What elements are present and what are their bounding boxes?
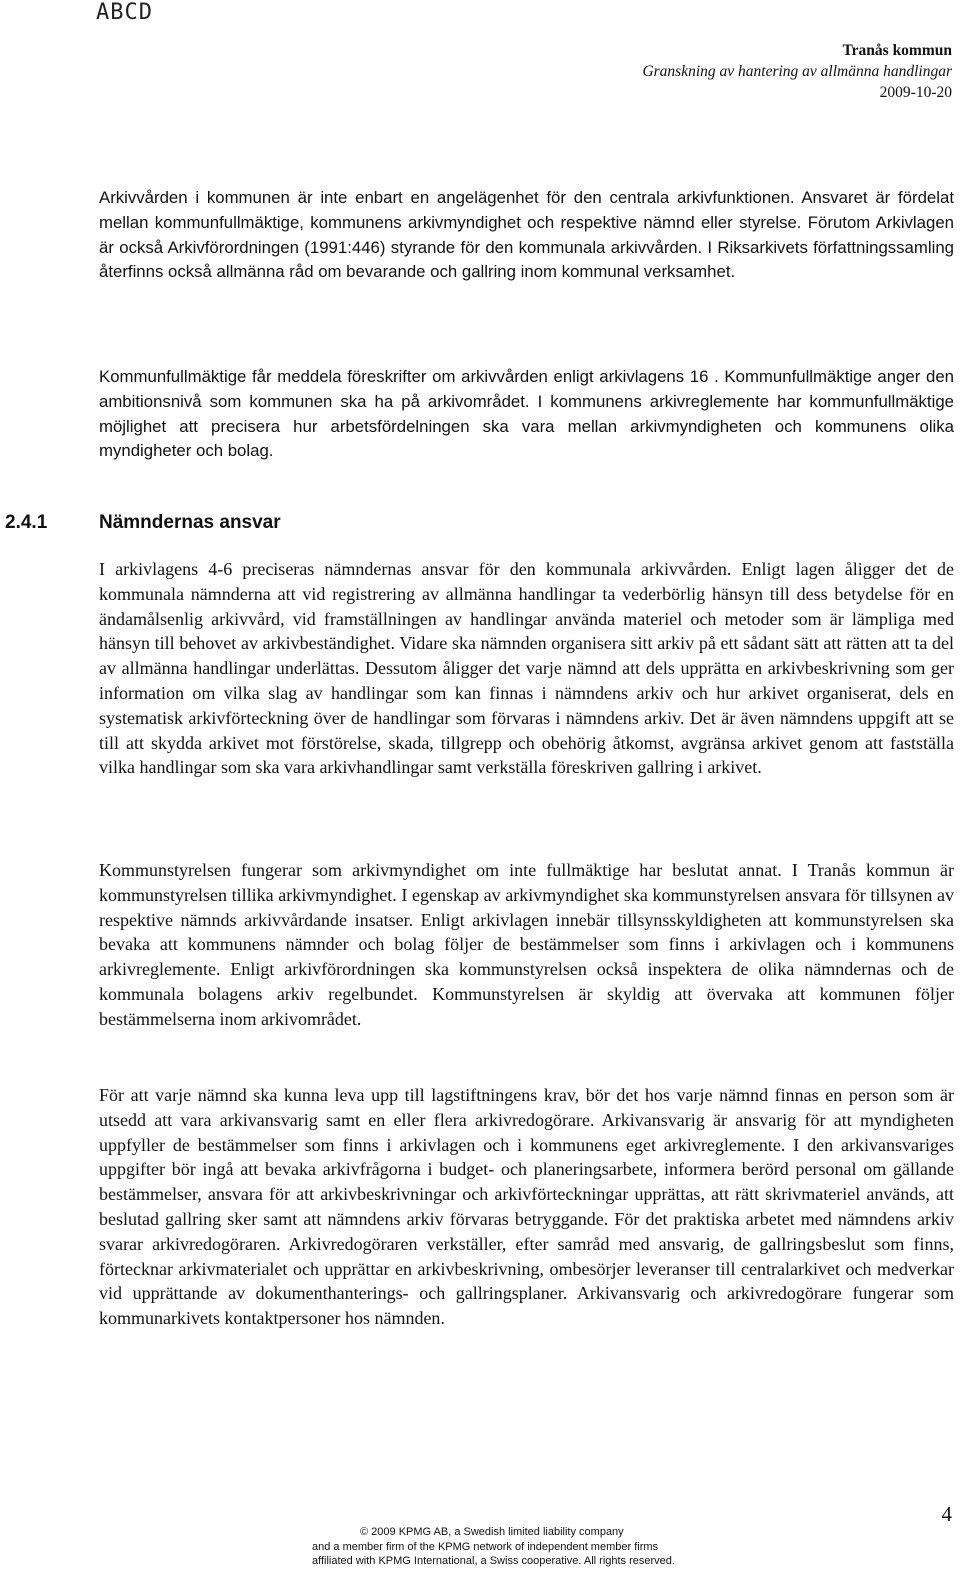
- footer-copyright-line: © 2009 KPMG AB, a Swedish limited liability company: [360, 1526, 624, 1538]
- header-organization: Tranås kommun: [842, 42, 952, 59]
- footer-line-3: affiliated with KPMG International, a Swiss cooperative. All rights reserved.: [312, 1555, 675, 1567]
- section-paragraph-3: För att varje nämnd ska kunna leva upp till lagstiftningens krav, bör det hos varje nämnd finnas en person som är utsedd att vara arkivansvarig samt en eller flera arkivredogörare. Arkivansvarig är ansvarig för att myndigheten uppfyller de bestämmelser som finns i arkivlagen och i kommunens eget arkivreglemente. I den arkivansvariges uppgifter bör ingå att bevaka arkivfrågorna i budget- och planeringsarbete, informera berörd personal om gällande bestämmelser, ansvara för att arkivbeskrivningar och arkivförteckningar upprättas, att rätt skrivmateriel används, att beslutad gallring sker samt att nämndens arkiv förvaras betryggande. För det praktiska arbetet med nämndens arkiv svarar arkivredogöraren. Arkivredogöraren verkställer, efter samråd med ansvarig, de gallringsbeslut som finns, förtecknar arkivmaterialet och upprättar en arkivbeskrivning, ombesörjer leveranser till centralarkivet och medverkar vid upprättande av dokumenthanterings- och gallringsplaner. Arkivansvarig och arkivredogörare fungerar som kommunarkivets kontaktpersoner hos nämnden.: [99, 1085, 954, 1329]
- section-paragraph-1: I arkivlagens 4-6 preciseras nämndernas ansvar för den kommunala arkivvården. Enligt lagen åligger det de kommunala nämnderna att vid registrering av allmänna handlingar ta vederbörlig hänsyn till dess betydelse för en ändamålsenlig arkivvård, vid framställningen av handlingar använda materiel och metoder som är lämpliga med hänsyn till behovet av arkivbeständighet. Vidare ska nämnden organisera sitt arkiv på ett sådant sätt att rätten att ta del av allmänna handlingar underlättas. Dessutom åligger det varje nämnd att dels upprätta en arkivbeskrivning som ger information om vilka slag av handlingar som kan finnas i nämndens arkiv och hur arkivet organiserat, dels en systematisk arkivförteckning över de handlingar som förvaras i nämndens arkiv. Det är även nämndens uppgift att se till att skydda arkivet mot förstörelse, skada, tillgrepp och obehörig åtkomst, avgränsa arkivet genom att fastställa vilka handlingar som ska vara arkivhandlingar samt verkställa föreskriven gallring i arkivet.: [99, 559, 954, 778]
- page-header: [642, 40, 952, 103]
- intro-paragraph-1: Arkivvården i kommunen är inte enbart en angelägenhet för den centrala arkivfunktionen. Ansvaret är fördelat mellan kommunfullmäktige, kommunens arkivmyndighet och respektive nämnd eller styrelse. Förutom Arkivlagen är också Arkivförordningen (1991:446) styrande för den kommunala arkivvården. I Riksarkivets författningssamling återfinns också allmänna råd om bevarande och gallring inom kommunal verksamhet.: [99, 188, 954, 282]
- page-footer: [312, 1525, 675, 1569]
- header-report-title: Granskning av hantering av allmänna handlingar: [642, 63, 952, 80]
- section-paragraph-2: Kommunstyrelsen fungerar som arkivmyndighet om inte fullmäktige har beslutat annat. I Tranås kommun är kommunstyrelsen tillika arkivmyndighet. I egenskap av arkivmyndighet ska kommunstyrelsen ansvara för tillsynen av respektive nämnds arkivvårdande insatser. Enligt arkivlagen innebär tillsynsskyldigheten att kommunstyrelsen ska bevaka att kommunens nämnder och bolag följer de bestämmelser som finns i arkivlagen och i kommunens arkivreglemente. Enligt arkivförordningen ska kommunstyrelsen också inspektera de olika nämndernas och de kommunala bolagens arkiv regelbundet. Kommunstyrelsen är skyldig att övervaka att kommunen följer bestämmelserna inom arkivområdet.: [99, 860, 954, 1029]
- page-number: 4: [941, 1502, 952, 1526]
- section-heading: Nämndernas ansvar: [99, 512, 281, 533]
- header-date: 2009-10-20: [879, 84, 952, 101]
- document-stamp: ABCD: [96, 0, 153, 25]
- section-number: 2.4.1: [5, 512, 48, 533]
- footer-line-1: 2009 KPMG AB, a Swedish limited liability company: [371, 1526, 624, 1538]
- intro-paragraph-2: Kommunfullmäktige får meddela föreskrifter om arkivvården enligt arkivlagens 16 . Kommunfullmäktige anger den ambitionsnivå som kommunen ska ha på arkivområdet. I kommunens arkivreglemente har kommunfullmäktige möjlighet att precisera hur arbetsfördelningen ska vara mellan arkivmyndigheten och kommunens olika myndigheter och bolag.: [99, 367, 954, 461]
- footer-line-2: and a member firm of the KPMG network of independent member firms: [312, 1540, 659, 1553]
